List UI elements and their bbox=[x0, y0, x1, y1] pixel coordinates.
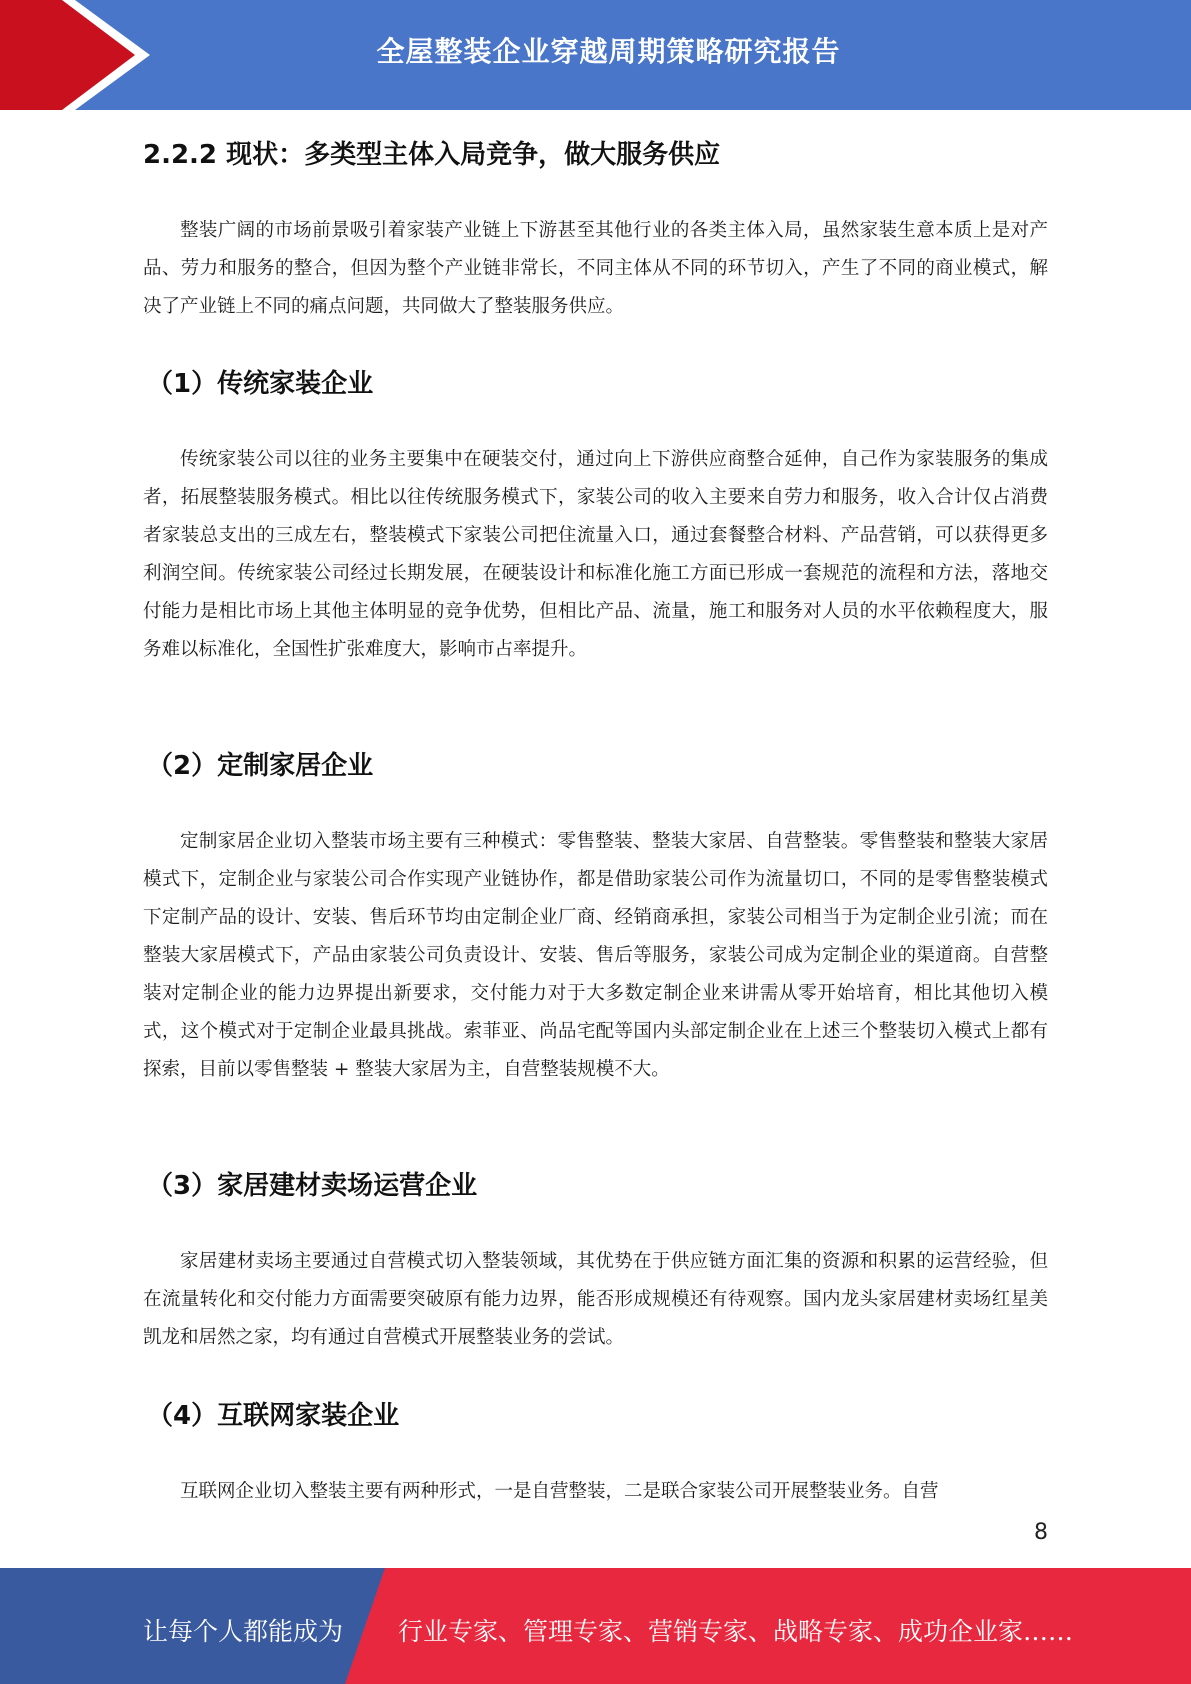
intro-paragraph: 整装广阔的市场前景吸引着家装产业链上下游甚至其他行业的各类主体入局，虽然家装生意本质上是对产品、劳力和服务的整合，但因为整个产业链非常长，不同主体从不同的环节切入，产生了不同的商业模式，解决了产业链上不同的痛点问题，共同做大了整装服务供应。 bbox=[143, 220, 1048, 317]
report-title: 全屋整装企业穿越周期策略研究报告 bbox=[376, 35, 841, 68]
subsection-heading-building-materials: （3）家居建材卖场运营企业 bbox=[147, 1171, 478, 1201]
subsection-heading-internet: （4）互联网家装企业 bbox=[147, 1401, 400, 1431]
footer-slogan-left: 让每个人都能成为 bbox=[143, 1617, 344, 1646]
page-number: 8 bbox=[1034, 1520, 1048, 1545]
subsection-text-traditional: 传统家装公司以往的业务主要集中在硬装交付，通过向上下游供应商整合延伸，自己作为家装服务的集成者，拓展整装服务模式。相比以往传统服务模式下，家装公司的收入主要来自劳力和服务，收入合计仅占消费者家装总支出的三成左右，整装模式下家装公司把住流量入口，通过套餐整合材料、产品营销，可以获得更多利润空间。传统家装公司经过长期发展，在硬装设计和标准化施工方面已形成一套规范的流程和方法，落地交付能力是相比市场上其他主体明显的竞争优势，但相比产品、流量，施工和服务对人员的水平依赖程度大，服务难以标准化，全国性扩张难度大，影响市占率提升。 bbox=[143, 449, 1048, 660]
page-header bbox=[0, 0, 1191, 110]
subsection-heading-traditional: （1）传统家装企业 bbox=[147, 369, 374, 399]
section-heading: 2.2.2 现状：多类型主体入局竞争，做大服务供应 bbox=[143, 140, 721, 170]
subsection-heading-custom-home: （2）定制家居企业 bbox=[147, 751, 374, 781]
page-footer bbox=[0, 1568, 1191, 1684]
subsection-text-custom-home: 定制家居企业切入整装市场主要有三种模式：零售整装、整装大家居、自营整装。零售整装和整装大家居模式下，定制企业与家装公司合作实现产业链协作，都是借助家装公司作为流量切口，不同的是零售整装模式下定制产品的设计、安装、售后环节均由定制企业厂商、经销商承担，家装公司相当于为定制企业引流；而在整装大家居模式下，产品由家装公司负责设计、安装、售后等服务，家装公司成为定制企业的渠道商。自营整装对定制企业的能力边界提出新要求，交付能力对于大多数定制企业来讲需从零开始培育，相比其他切入模式，这个模式对于定制企业最具挑战。索菲亚、尚品宅配等国内头部定制企业在上述三个整装切入模式上都有探索，目前以零售整装 + 整装大家居为主，自营整装规模不大。 bbox=[143, 831, 1048, 1080]
subsection-text-internet: 互联网企业切入整装主要有两种形式，一是自营整装，二是联合家装公司开展整装业务。自营 bbox=[180, 1481, 939, 1502]
footer-slogan-right: 行业专家、管理专家、营销专家、战略专家、成功企业家…… bbox=[398, 1617, 1074, 1646]
subsection-text-building-materials: 家居建材卖场主要通过自营模式切入整装领域，其优势在于供应链方面汇集的资源和积累的运营经验，但在流量转化和交付能力方面需要突破原有能力边界，能否形成规模还有待观察。国内龙头家居建材卖场红星美凯龙和居然之家，均有通过自营模式开展整装业务的尝试。 bbox=[143, 1251, 1048, 1348]
